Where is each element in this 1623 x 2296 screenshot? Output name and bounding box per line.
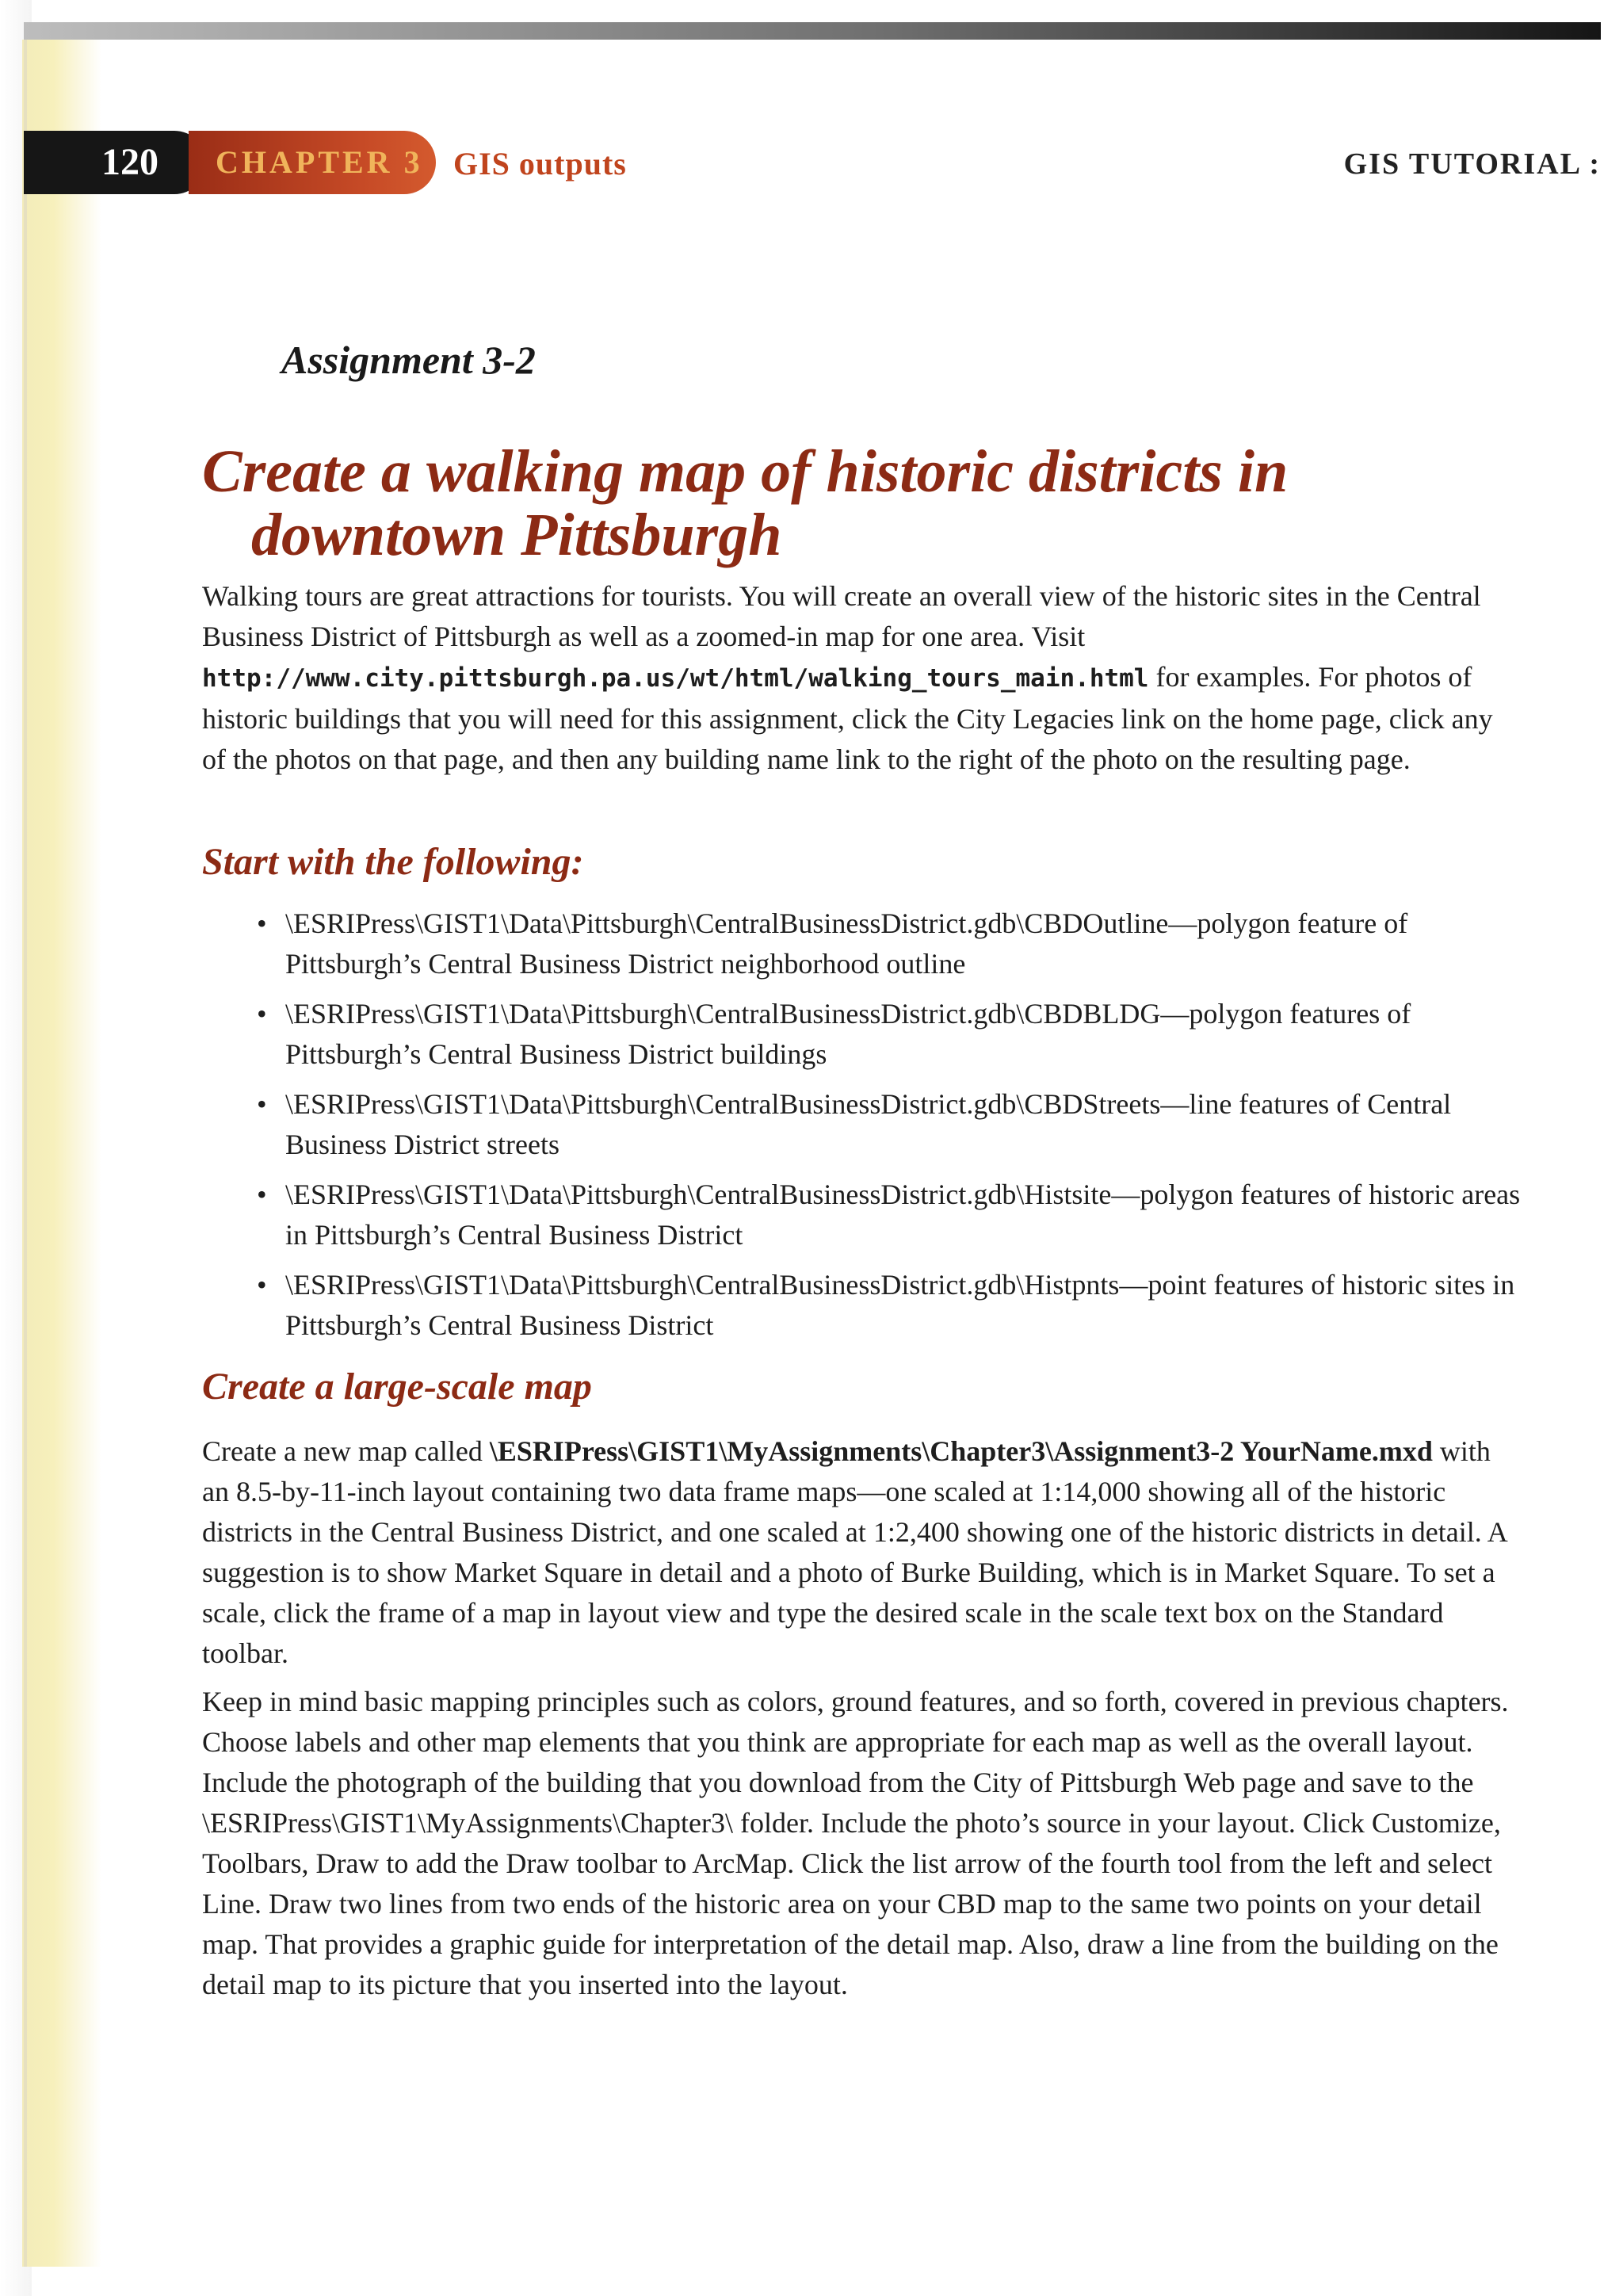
dataset-list: [254, 904, 1529, 1355]
running-head: GIS TUTORIAL :: [1343, 147, 1601, 181]
list-item-text: \ESRIPress\GIST1\Data\Pittsburgh\CentralBusinessDistrict.gdb\CBDStreets—line features of Central Business District streets: [285, 1088, 1452, 1160]
list-item: [254, 994, 1529, 1075]
page-title: [202, 440, 1510, 567]
list-item-text: \ESRIPress\GIST1\Data\Pittsburgh\CentralBusinessDistrict.gdb\Histsite—polygon features of historic areas in Pittsburgh’s Central Business District: [285, 1179, 1521, 1251]
walking-tours-url: http://www.city.pittsburgh.pa.us/wt/html/walking_tours_main.html: [202, 664, 1149, 693]
list-item: [254, 904, 1529, 984]
assignment-title: Assignment 3-2: [281, 338, 536, 382]
page-number: 120: [101, 141, 158, 183]
list-item: [254, 1084, 1529, 1165]
list-item-text: \ESRIPress\GIST1\Data\Pittsburgh\CentralBusinessDistrict.gdb\Histpnts—point features of historic sites in Pittsburgh’s Central Business District: [285, 1269, 1515, 1341]
section-label: GIS outputs: [453, 146, 627, 181]
page-gutter-line: [24, 32, 27, 2267]
bullet-icon: •: [257, 998, 267, 1030]
intro-paragraph: [202, 576, 1522, 780]
bullet-icon: •: [257, 1088, 267, 1120]
bullet-icon: •: [257, 1269, 267, 1301]
intro-text-after: for examples. For photos of historic buildings that you will need for this assignment, click the City Legacies link on the home page, click any of the photos on that page, and then any building name link to the right of the photo on the resulting page.: [202, 661, 1493, 775]
instructions-paragraph-2: Keep in mind basic mapping principles such as colors, ground features, and so forth, covered in previous chapters. Choose labels and other map elements that you think are appropriate for each map as well as the overall layout. Include the photograph of the building that you download from the City of Pittsburgh Web page and save to the \ESRIPress\GIST1\MyAssignments\Chapter3\ folder. Include the photo’s source in your layout. Click Customize, Toolbars, Draw to add the Draw toolbar to ArcMap. Click the list arrow of the fourth tool from the left and select Line. Draw two lines from two ends of the historic area on your CBD map to the same two points on your detail map. That provides a graphic guide for interpretation of the detail map. Also, draw a line from the building on the detail map to its picture that you inserted into the layout.: [202, 1686, 1509, 2000]
para1-prefix: Create a new map called: [202, 1435, 490, 1467]
large-scale-heading: Create a large-scale map: [202, 1366, 592, 1408]
intro-text-before: Walking tours are great attractions for tourists. You will create an overall view of the historic sites in the Central Business District of Pittsburgh as well as a zoomed-in map for one area. Visit: [202, 580, 1481, 652]
list-item-text: \ESRIPress\GIST1\Data\Pittsburgh\CentralBusinessDistrict.gdb\CBDOutline—polygon feature of Pittsburgh’s Central Business District neighborhood outline: [285, 907, 1408, 980]
list-item: [254, 1175, 1529, 1255]
page-binding-shadow: [22, 40, 101, 2267]
chapter-label: CHAPTER 3: [216, 144, 423, 180]
list-item-text: \ESRIPress\GIST1\Data\Pittsburgh\CentralBusinessDistrict.gdb\CBDBLDG—polygon features of Pittsburgh’s Central Business District buildings: [285, 998, 1411, 1070]
start-heading: Start with the following:: [202, 841, 584, 883]
list-item: [254, 1265, 1529, 1346]
para1-suffix: with an 8.5-by-11-inch layout containing two data frame maps—one scaled at 1:14,000 showing all of the historic districts in the Central Business District, and one scaled at 1:2,400 showing one of the historic districts in detail. A suggestion is to show Market Square in detail and a photo of Burke Building, which is in Market Square. To set a scale, click the frame of a map in layout view and type the desired scale in the scale text box on the Standard toolbar.: [202, 1435, 1507, 1669]
instructions-paragraph-1: [202, 1431, 1522, 1674]
title-line-1: Create a walking map of historic districts in: [202, 438, 1289, 505]
bullet-icon: •: [257, 907, 267, 939]
title-line-2: downtown Pittsburgh: [251, 502, 782, 568]
map-file-path: \ESRIPress\GIST1\MyAssignments\Chapter3\Assignment3-2 YourName.mxd: [489, 1435, 1433, 1467]
bullet-icon: •: [257, 1179, 267, 1210]
page-top-bar: [24, 22, 1601, 40]
